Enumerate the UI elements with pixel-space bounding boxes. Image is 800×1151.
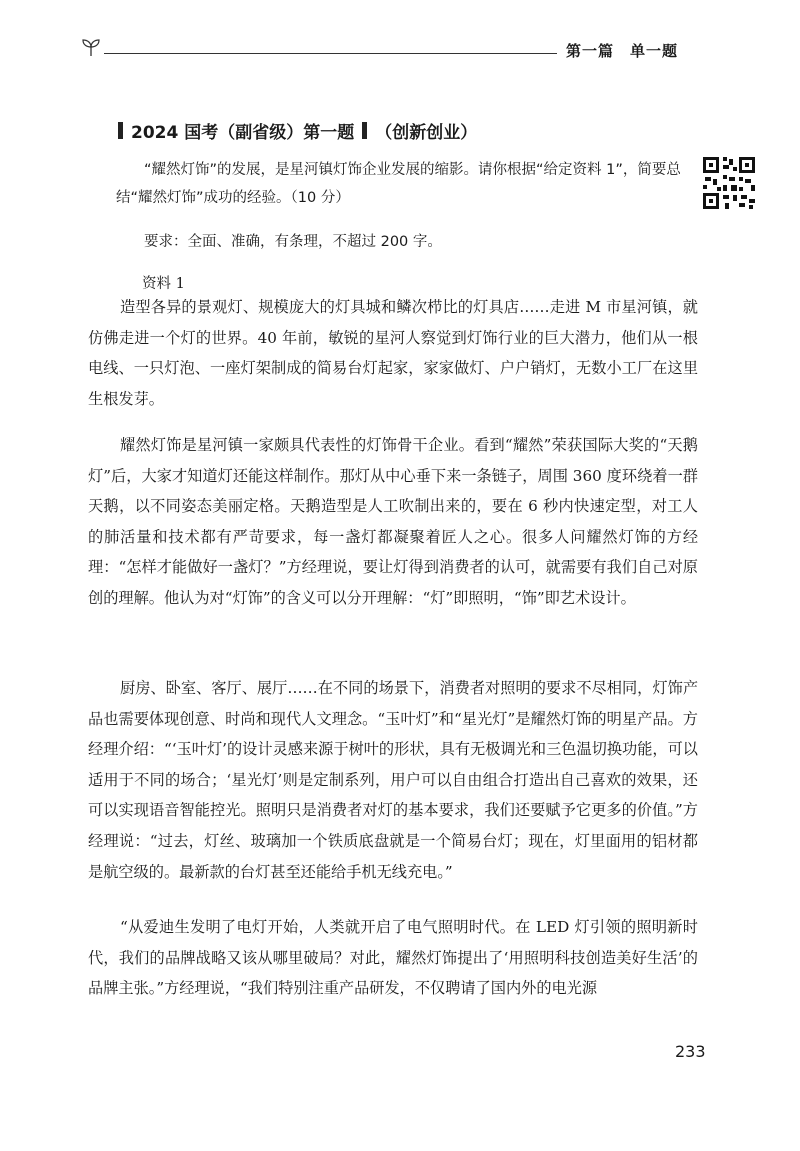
question-tag: （创新创业） — [375, 123, 478, 143]
question-requirement: 要求：全面、准确，有条理，不超过 200 字。 — [144, 234, 442, 250]
material-paragraph: 厨房、卧室、客厅、展厅……在不同的场景下，消费者对照明的要求不尽相同，灯饰产品也需要体现创意、时尚和现代人文理念。“玉叶灯”和“星光灯”是耀然灯饰的明星产品。方经理介绍：“‘玉叶灯’的设计灵感来源于树叶的形状，具有无极调光和三色温切换功能，可以适用于不同的场合；‘星光灯’则是定制系列，用户可以自由组合打造出自己喜欢的效果，还可以实现语音智能控光。照明只是消费者对灯的基本要求，我们还要赋予它更多的价值。”方经理说：“过去，灯丝、玻璃加一个铁质底盘就是一个简易台灯；现在，灯里面用的铝材都是航空级的。最新款的台灯甚至还能给手机无线充电。” — [88, 679, 698, 881]
page-number: 233 — [675, 1042, 706, 1061]
leaf-sprout-icon — [80, 36, 102, 58]
material-paragraph: “从爱迪生发明了电灯开始，人类就开启了电气照明时代。在 LED 灯引领的照明新时代，我们的品牌战略又该从哪里破局？对此，耀然灯饰提出了‘用照明科技创造美好生活’的品牌主张。”方经理说，“我们特别注重产品研发，不仅聘请了国内外的电光源 — [88, 918, 698, 998]
section-title: 第一篇 单一题 — [566, 42, 679, 60]
question-heading — [118, 118, 477, 143]
header-rule — [104, 53, 557, 54]
heading-bar — [362, 122, 367, 139]
material-label: 资料 1 — [142, 276, 185, 292]
heading-bar — [118, 122, 123, 139]
qr-code-icon — [701, 155, 757, 211]
material-paragraph: 造型各异的景观灯、规模庞大的灯具城和鳞次栉比的灯具店……走进 M 市星河镇，就仿佛走进一个灯的世界。40 年前，敏锐的星河人察觉到灯饰行业的巨大潜力，他们从一根电线、一只灯泡、一座灯架制成的简易台灯起家，家家做灯、户户销灯，无数小工厂在这里生根发芽。 — [88, 298, 698, 408]
question-title: 2024 国考（副省级）第一题 — [131, 123, 355, 143]
material-paragraph: 耀然灯饰是星河镇一家颇具代表性的灯饰骨干企业。看到“耀然”荣获国际大奖的“天鹅灯”后，大家才知道灯还能这样制作。那灯从中心垂下来一条链子，周围 360 度环绕着一群天鹅，以不同姿态美丽定格。天鹅造型是人工吹制出来的，要在 6 秒内快速定型，对工人的肺活量和技术都有严苛要求，每一盏灯都凝聚着匠人之心。很多人问耀然灯饰的方经理：“怎样才能做好一盏灯？”方经理说，要让灯得到消费者的认可，就需要有我们自己对原创的理解。他认为对“灯饰”的含义可以分开理解：“灯”即照明，“饰”即艺术设计。 — [88, 436, 698, 607]
question-prompt: “耀然灯饰”的发展，是星河镇灯饰企业发展的缩影。请你根据“给定资料 1”，简要总结“耀然灯饰”成功的经验。（10 分） — [116, 162, 681, 206]
